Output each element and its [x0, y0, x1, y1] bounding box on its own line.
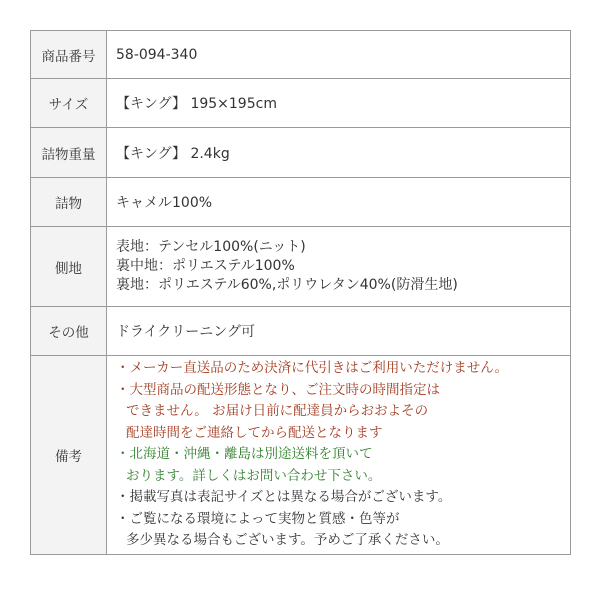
note-line: 配達時間をご連絡してから配送となります	[126, 424, 383, 441]
note-line: 多少異なる場合もございます。予めご了承ください。	[126, 532, 449, 549]
filling-label: 詰物	[31, 178, 107, 227]
note-line: ・ご覧になる環境によって実物と質感・色等が	[116, 510, 400, 527]
side-fabric-line: 裏地：ポリエステル60%,ポリウレタン40%(防滑生地)	[116, 277, 458, 293]
note-line: できません。 お届け日前に配達員からおおよその	[126, 403, 429, 420]
row-filling	[31, 178, 571, 227]
product-number-label: 商品番号	[31, 31, 107, 79]
product-number-value: 58-094-340	[107, 31, 571, 79]
side-fabric-line: 裏中地：ポリエステル100%	[116, 258, 295, 274]
note-line: ・北海道・沖縄・離島は別途送料を頂いて	[116, 446, 373, 463]
notes-label: 備考	[31, 356, 107, 555]
other-value: ドライクリーニング可	[107, 307, 571, 356]
other-label: その他	[31, 307, 107, 356]
size-value: 【キング】 195×195cm	[107, 79, 571, 128]
note-line: おります。詳しくはお問い合わせ下さい。	[126, 467, 382, 484]
notes-value	[107, 356, 571, 555]
side-fabric-value	[107, 227, 571, 307]
row-product-number	[31, 31, 571, 79]
note-line: ・掲載写真は表記サイズとは異なる場合がございます。	[116, 489, 452, 506]
row-side-fabric	[31, 227, 571, 307]
row-size	[31, 79, 571, 128]
side-fabric-line: 表地：テンセル100%(ニット)	[116, 239, 306, 255]
row-notes	[31, 356, 571, 555]
product-spec-table	[30, 30, 571, 555]
note-line: ・大型商品の配送形態となり、ご注文時の時間指定は	[116, 381, 440, 398]
filling-weight-value: 【キング】 2.4kg	[107, 128, 571, 178]
filling-weight-label: 詰物重量	[31, 128, 107, 178]
side-fabric-label: 側地	[31, 227, 107, 307]
size-label: サイズ	[31, 79, 107, 128]
note-line: ・メーカー直送品のため決済に代引きはご利用いただけません。	[116, 360, 509, 377]
row-filling-weight	[31, 128, 571, 178]
row-other	[31, 307, 571, 356]
filling-value: キャメル100%	[107, 178, 571, 227]
